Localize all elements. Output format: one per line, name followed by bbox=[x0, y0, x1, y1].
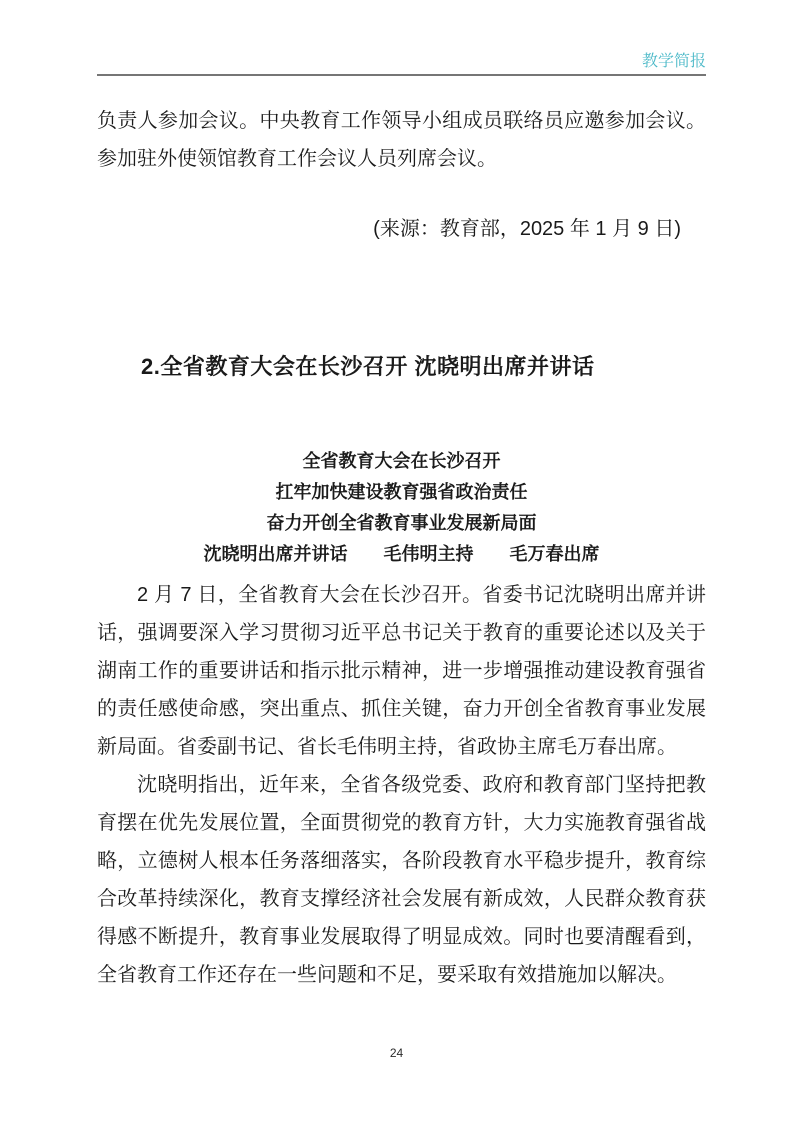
body-paragraph: 2 月 7 日，全省教育大会在长沙召开。省委书记沈晓明出席并讲话，强调要深入学习贯彻习近平总书记关于教育的重要论述以及关于湖南工作的重要讲话和指示批示精神，进一步增强推动建设教育强省的责任感使命感，突出重点、抓住关键，奋力开创全省教育事业发展新局面。省委副书记、省长毛伟明主持，省政协主席毛万春出席。 bbox=[97, 584, 706, 758]
headline-block bbox=[97, 446, 706, 570]
headline-line-3: 奋力开创全省教育事业发展新局面 bbox=[266, 513, 537, 533]
paragraph-continuation: 负责人参加会议。中央教育工作领导小组成员联络员应邀参加会议。参加驻外使领馆教育工作会议人员列席会议。 bbox=[97, 110, 706, 170]
page-header bbox=[97, 52, 706, 76]
source-attribution-line: (来源：教育部，2025 年 1 月 9 日) bbox=[373, 218, 681, 240]
headline-line-1: 全省教育大会在长沙召开 bbox=[302, 451, 501, 471]
document-body bbox=[97, 102, 706, 994]
header-rule bbox=[97, 74, 706, 76]
page-number: 24 bbox=[389, 1046, 404, 1060]
body-paragraph: 沈晓明指出，近年来，全省各级党委、政府和教育部门坚持把教育摆在优先发展位置，全面贯彻党的教育方针，大力实施教育强省战略，立德树人根本任务落细落实，各阶段教育水平稳步提升，教育综合改革持续深化，教育支撑经济社会发展有新成效，人民群众教育获得感不断提升，教育事业发展取得了明显成效。同时也要清醒看到，全省教育工作还存在一些问题和不足，要采取有效措施加以解决。 bbox=[97, 774, 706, 986]
header-running-title: 教学简报 bbox=[641, 53, 706, 70]
headline-line-4: 沈晓明出席并讲话 毛伟明主持 毛万春出席 bbox=[203, 544, 600, 564]
section-heading: 2.全省教育大会在长沙召开 沈晓明出席并讲话 bbox=[141, 354, 595, 379]
article-body bbox=[97, 576, 706, 994]
headline-line-2: 扛牢加快建设教育强省政治责任 bbox=[275, 482, 528, 502]
